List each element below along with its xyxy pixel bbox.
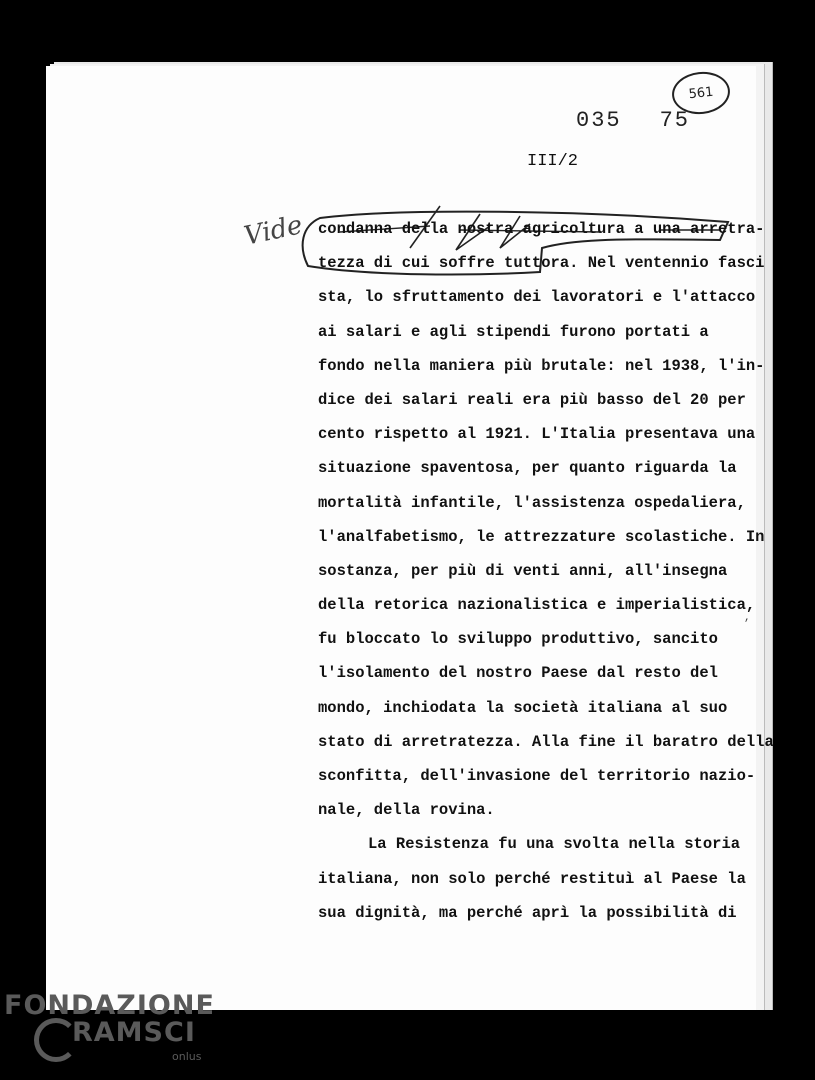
text-line: cento rispetto al 1921. L'Italia presentava una: [318, 425, 756, 444]
text-line: della retorica nazionalistica e imperialistica,: [318, 596, 756, 615]
text-line: tezza di cui soffre tuttora. Nel ventennio fasci: [318, 254, 765, 273]
text-line: nale, della rovina.: [318, 801, 495, 820]
watermark-logo: [4, 990, 224, 1080]
reference-number: 035: [576, 108, 622, 133]
reference-numbers: [576, 108, 728, 133]
text-line: dice dei salari reali era più basso del 20 per: [318, 390, 746, 409]
text-line: l'analfabetismo, le attrezzature scolastiche. In: [318, 527, 765, 546]
handwritten-margin-note: Vide: [241, 210, 306, 252]
text-line: fu bloccato lo sviluppo produttivo, sancito: [318, 630, 718, 649]
watermark-sub: onlus: [172, 1050, 202, 1063]
text-line: italiana, non solo perché restituì al Paese la: [318, 869, 746, 888]
page-edge-mark: ,: [744, 612, 751, 624]
watermark-line2: RAMSCI: [72, 1017, 196, 1048]
text-line: sta, lo sfruttamento dei lavoratori e l'attacco: [318, 288, 756, 307]
text-line: sostanza, per più di venti anni, all'insegna: [318, 561, 728, 580]
text-line: La Resistenza fu una svolta nella storia: [368, 835, 741, 854]
text-line: mondo, inchiodata la società italiana al suo: [318, 698, 728, 717]
text-line: stato di arretratezza. Alla fine il baratro della: [318, 732, 774, 751]
text-line: fondo nella maniera più brutale: nel 1938, l'in-: [318, 356, 765, 375]
typed-text-body: [318, 212, 774, 930]
text-line: sua dignità, ma perché aprì la possibilità di: [318, 903, 737, 922]
text-line: l'isolamento del nostro Paese dal resto del: [318, 664, 718, 683]
page-number: III/2: [527, 152, 579, 171]
text-line: ai salari e agli stipendi furono portati a: [318, 322, 709, 341]
watermark-line1: FONDAZIONE: [4, 990, 215, 1021]
archive-number-stamp: 561: [670, 69, 732, 117]
text-line: mortalità infantile, l'assistenza ospedaliera,: [318, 493, 746, 512]
text-line: situazione spaventosa, per quanto riguarda la: [318, 459, 737, 478]
text-line: condanna della nostra agricoltura a una arretra-: [318, 220, 765, 238]
text-line: sconfitta, dell'invasione del territorio nazio-: [318, 767, 756, 785]
reference-number: 75: [659, 108, 691, 133]
